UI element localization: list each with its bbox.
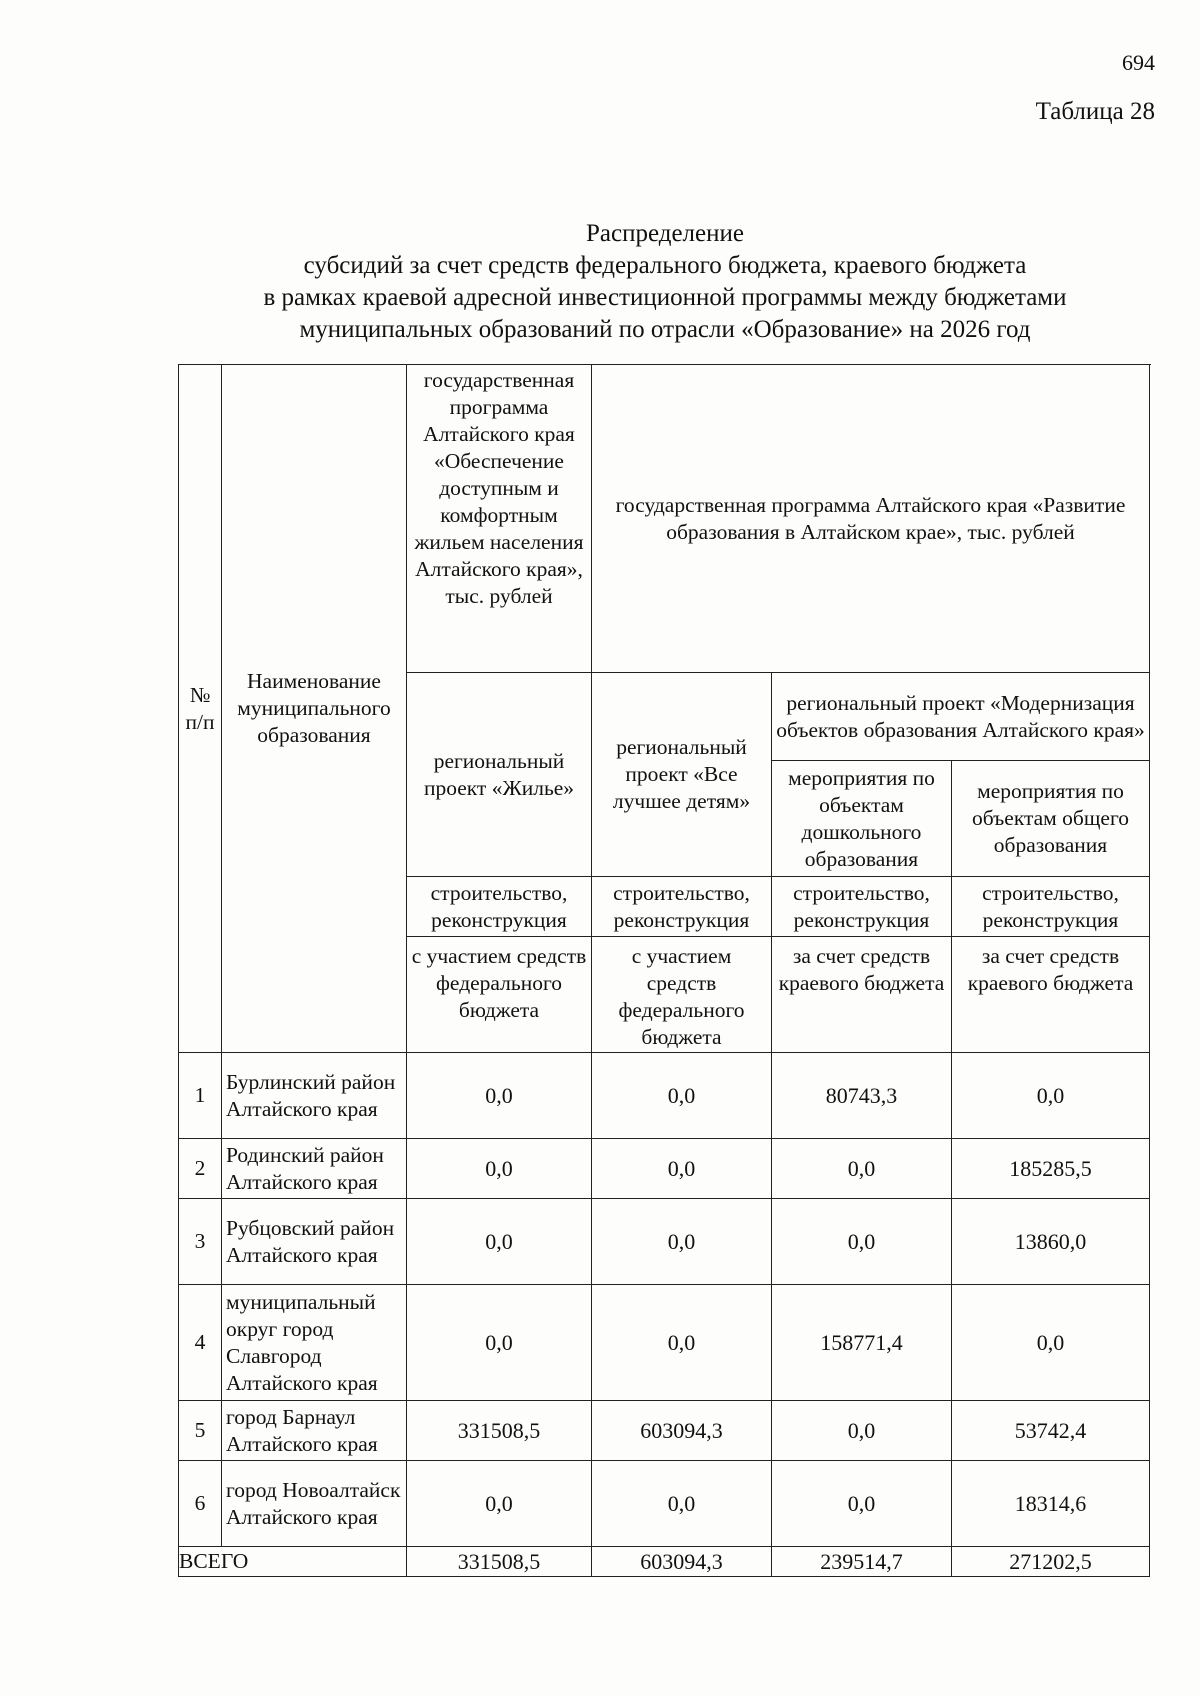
total-label: ВСЕГО [179, 1547, 407, 1577]
row-name: Рубцовский район Алтайского края [222, 1199, 407, 1285]
header-construction: строительство, реконструкция [407, 877, 592, 937]
row-value: 0,0 [592, 1053, 772, 1139]
row-value: 0,0 [952, 1285, 1150, 1401]
row-value: 0,0 [592, 1285, 772, 1401]
row-value: 0,0 [772, 1139, 952, 1199]
header-funding: с участием средств федерального бюджета [407, 937, 592, 1053]
row-value: 0,0 [407, 1139, 592, 1199]
row-value: 0,0 [772, 1199, 952, 1285]
header-program-housing: государственная программа Алтайского края «Обеспечение доступным и комфортным жильем населения Алтайского края», тыс. рублей [407, 365, 592, 673]
header-construction: строительство, реконструкция [772, 877, 952, 937]
document-title [160, 218, 1170, 346]
row-value: 0,0 [407, 1199, 592, 1285]
row-value: 80743,3 [772, 1053, 952, 1139]
subsidy-table [178, 364, 1150, 1577]
header-funding: с участием средств федерального бюджета [592, 937, 772, 1053]
table-label: Таблица 28 [1035, 98, 1155, 125]
header-num: № п/п [179, 365, 222, 1053]
row-value: 18314,6 [952, 1461, 1150, 1547]
row-value: 158771,4 [772, 1285, 952, 1401]
row-num: 3 [179, 1199, 222, 1285]
title-line-4: муниципальных образований по отрасли «Образование» на 2026 год [299, 316, 1031, 343]
page-number: 694 [1122, 50, 1155, 75]
row-value: 0,0 [772, 1401, 952, 1461]
total-row [179, 1547, 1150, 1577]
row-num: 4 [179, 1285, 222, 1401]
row-name: Бурлинский район Алтайского края [222, 1053, 407, 1139]
title-line-3: в рамках краевой адресной инвестиционной программы между бюджетами [263, 284, 1067, 311]
total-value: 603094,3 [592, 1547, 772, 1577]
table-row [179, 1199, 1150, 1285]
total-value: 331508,5 [407, 1547, 592, 1577]
header-event-preschool: мероприятия по объектам дошкольного образования [772, 761, 952, 877]
row-value: 603094,3 [592, 1401, 772, 1461]
row-value: 0,0 [592, 1199, 772, 1285]
row-value: 0,0 [772, 1461, 952, 1547]
table-row [179, 1461, 1150, 1547]
table-row [179, 1139, 1150, 1199]
row-num: 2 [179, 1139, 222, 1199]
row-value: 13860,0 [952, 1199, 1150, 1285]
row-value: 0,0 [592, 1139, 772, 1199]
header-event-general: мероприятия по объектам общего образования [952, 761, 1150, 877]
table-row [179, 1285, 1150, 1401]
title-line-1: Распределение [586, 220, 744, 247]
row-value: 53742,4 [952, 1401, 1150, 1461]
row-num: 1 [179, 1053, 222, 1139]
table-row [179, 1053, 1150, 1139]
row-value: 0,0 [407, 1285, 592, 1401]
header-program-education: государственная программа Алтайского края «Развитие образования в Алтайском крае», тыс. рублей [592, 365, 1150, 673]
row-value: 0,0 [407, 1053, 592, 1139]
row-value: 0,0 [592, 1461, 772, 1547]
row-name: Родинский район Алтайского края [222, 1139, 407, 1199]
row-name: город Барнаул Алтайского края [222, 1401, 407, 1461]
row-value: 185285,5 [952, 1139, 1150, 1199]
header-project-modernization: региональный проект «Модернизация объектов образования Алтайского края» [772, 673, 1150, 761]
total-value: 239514,7 [772, 1547, 952, 1577]
row-name: город Новоалтайск Алтайского края [222, 1461, 407, 1547]
row-num: 6 [179, 1461, 222, 1547]
header-project-best-for-children: региональный проект «Все лучшее детям» [592, 673, 772, 877]
row-num: 5 [179, 1401, 222, 1461]
row-value: 0,0 [407, 1461, 592, 1547]
row-value: 331508,5 [407, 1401, 592, 1461]
table-row [179, 1401, 1150, 1461]
title-line-2: субсидий за счет средств федерального бюджета, краевого бюджета [303, 252, 1027, 279]
header-name: Наименование муниципального образования [222, 365, 407, 1053]
header-funding: за счет средств краевого бюджета [772, 937, 952, 1053]
row-name: муниципальный округ город Славгород Алтайского края [222, 1285, 407, 1401]
header-construction: строительство, реконструкция [592, 877, 772, 937]
header-funding: за счет средств краевого бюджета [952, 937, 1150, 1053]
total-value: 271202,5 [952, 1547, 1150, 1577]
row-value: 0,0 [952, 1053, 1150, 1139]
header-project-housing: региональный проект «Жилье» [407, 673, 592, 877]
header-construction: строительство, реконструкция [952, 877, 1150, 937]
